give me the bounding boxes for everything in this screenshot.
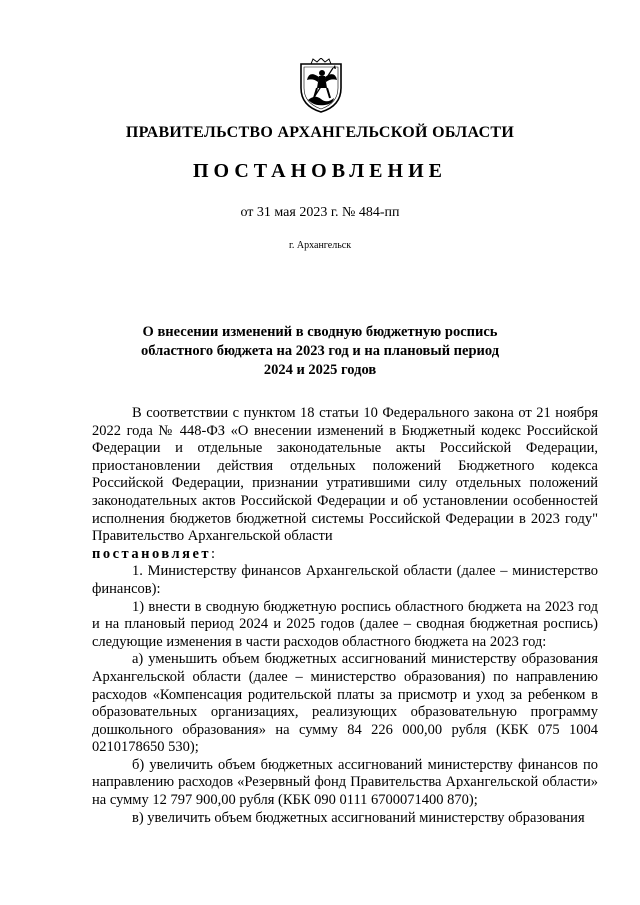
subject-line-1: О внесении изменений в сводную бюджетную роспись: [142, 324, 498, 340]
preamble-paragraph: [92, 405, 598, 546]
subject-line-3: 2024 и 2025 годов: [263, 362, 377, 378]
resolves-word: постановляет: [92, 545, 212, 562]
item-b: б) увеличить объем бюджетных ассигнований министерству финансов по направлению расходов «Резервный фонд Правительства Архангельской области» на сумму 12 797 900,00 рубля (КБК 090 0111 6700071400 870);: [92, 756, 598, 809]
government-title: ПРАВИТЕЛЬСТВО АРХАНГЕЛЬСКОЙ ОБЛАСТИ: [125, 124, 515, 141]
document-subject: [140, 323, 500, 380]
item-1-1: 1) внести в сводную бюджетную роспись областного бюджета на 2023 год и на плановый период 2024 и 2025 годов (далее – сводная бюджетная роспись) следующие изменения в части расходов областного бюджета на 2023 год:: [92, 598, 598, 650]
resolves-colon: :: [211, 545, 216, 562]
subject-line-2: областного бюджета на 2023 год и на плановый период: [140, 343, 500, 359]
item-v: в) увеличить объем бюджетных ассигнований министерству образования: [132, 809, 585, 826]
resolution-line: [92, 546, 598, 564]
document-body: [92, 405, 598, 827]
preamble-text: В соответствии с пунктом 18 статьи 10 Федерального закона от 21 ноября 2022 года № 448-ФЗ «О внесении изменений в Бюджетный кодекс Российской Федерации и отдельные законодательные акты Российской Федерации, приостановлении действия отдельных положений Бюджетного кодекса Российской Федерации, признании утратившими силу отдельных положений законодательных актов Российской Федерации и об установлении особенностей исполнения бюджетов бюджетной системы Российской Федерации в 2023 году" Правительство Архангельской области: [92, 405, 598, 545]
document-date-number: от 31 мая 2023 г. № 484-пп: [240, 205, 400, 220]
item-a: а) уменьшить объем бюджетных ассигнований министерству образования Архангельской области (далее – министерство образования) по направлению расходов «Компенсация родительской платы за присмотр и уход за ребенком в образовательных организациях, реализующих образовательную программу дошкольного образования» на сумму 84 226 000,00 рубля (КБК 075 1004 0210178650 530);: [92, 651, 598, 756]
document-city: г. Архангельск: [288, 240, 352, 251]
arkhangelsk-coat-of-arms-icon: [297, 58, 345, 114]
item-1: 1. Министерству финансов Архангельской области (далее – министерство финансов):: [92, 563, 598, 597]
document-type: ПОСТАНОВЛЕНИЕ: [193, 160, 447, 182]
